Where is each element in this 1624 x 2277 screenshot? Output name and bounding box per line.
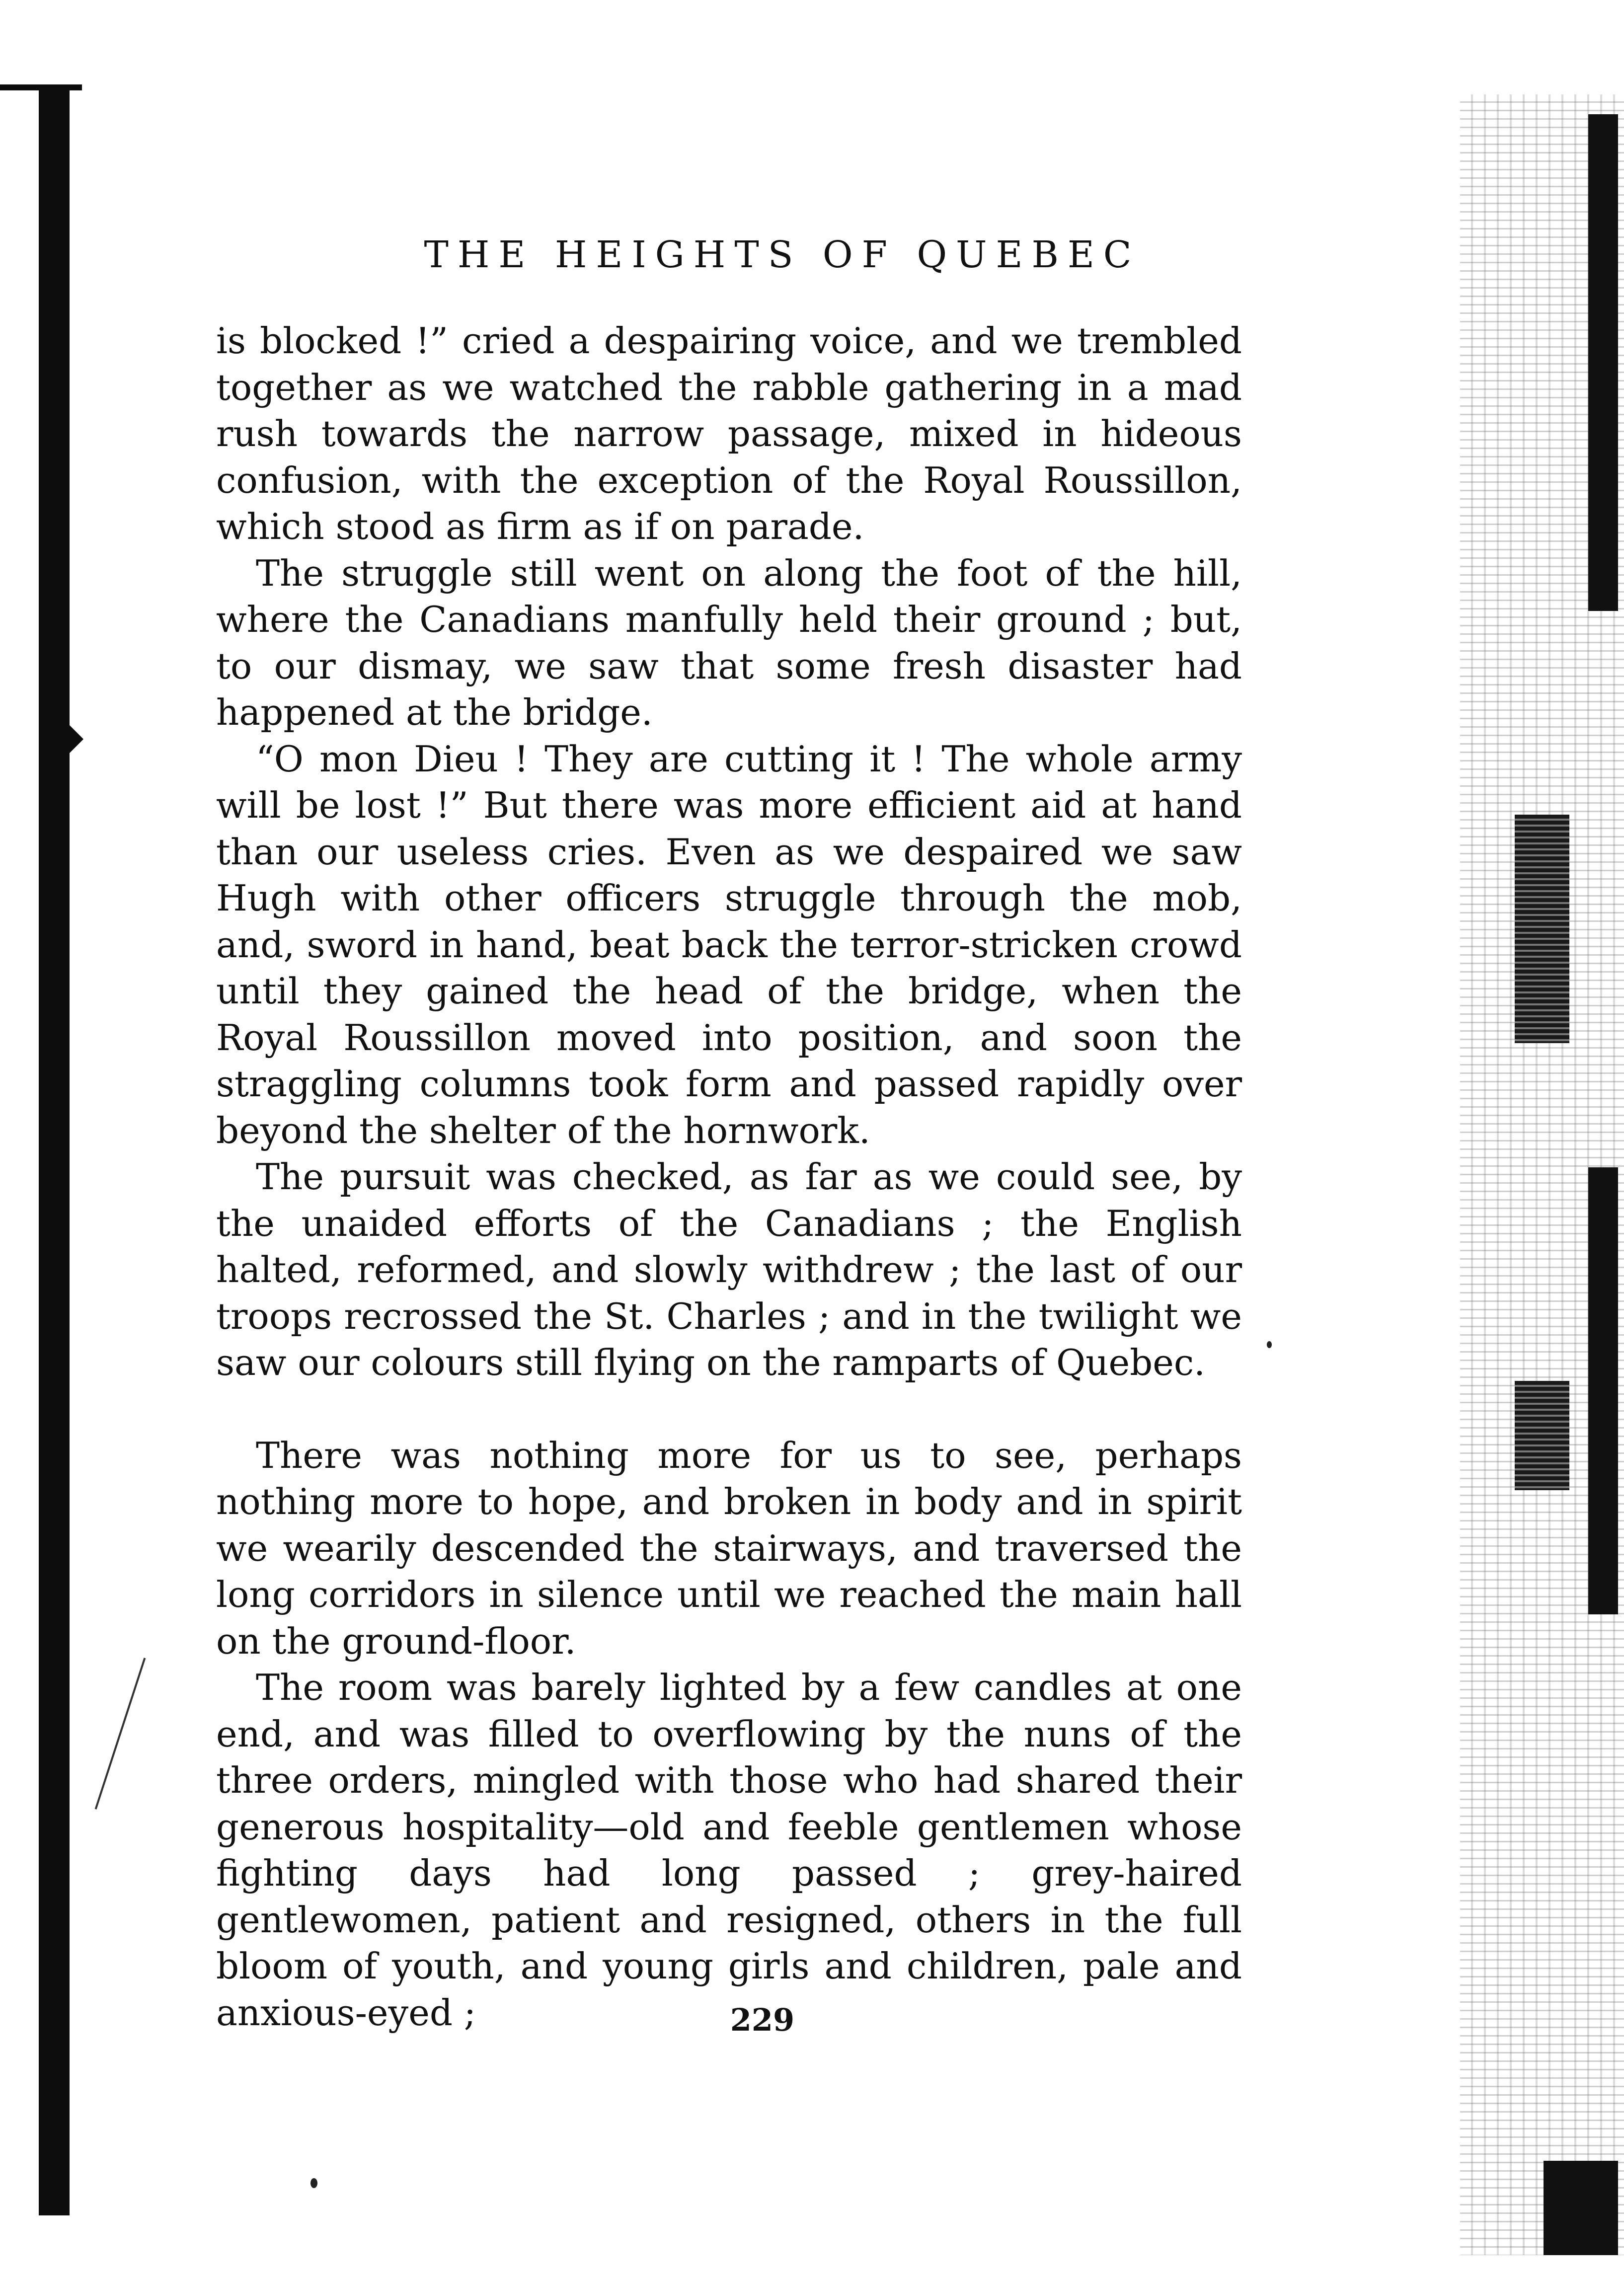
paragraph: is blocked !” cried a despairing voice, and we trembled together as we watched the rabble gathering in a mad rush towards the narrow passage, mixed in hideous confusion, with the exception of the Royal Roussillon, which stood as firm as if on parade.: [216, 320, 1242, 547]
ink-spot: [310, 2178, 317, 2188]
running-header: [0, 233, 1624, 276]
paragraph: The room was barely lighted by a few candles at one end, and was filled to overflowing by the nuns of the three orders, mingled with those who had shared their generous hospitality—old and feeble gentlemen whose fighting days had long passed ; grey-haired gentlewomen, patient and resigned, others in the full bloom of youth, and young girls and children, pale and anxious-eyed ;: [216, 1667, 1242, 2034]
scan-edge-bar: [1588, 1167, 1618, 1614]
page-number-text: 229: [730, 2002, 795, 2038]
binding-edge: [39, 84, 70, 2215]
page-body: [216, 318, 1242, 2036]
binding-notch: [70, 725, 83, 753]
ink-spot: [1267, 1341, 1272, 1348]
paragraph: There was nothing more for us to see, perhaps nothing more to hope, and broken in body and in spirit we wearily descended the stairways, and traversed the long corridors in silence until we reached the main hall on the ground-floor.: [216, 1434, 1242, 1662]
scan-edge-block: [1515, 815, 1569, 1043]
scan-edge-bar: [1544, 2161, 1618, 2255]
scan-edge-bar: [1588, 114, 1618, 611]
scan-edge-block: [1515, 1381, 1569, 1490]
pencil-mark: [95, 1658, 146, 1810]
paragraph: The pursuit was checked, as far as we could see, by the unaided efforts of the Canadians ; the English halted, reformed, and slowly withdrew ; the last of our troops recrossed the St. Charles ; and in the twilight we saw our colours still flying on the ramparts of Quebec.: [216, 1156, 1242, 1383]
running-title: THE HEIGHTS OF QUEBEC: [424, 233, 1141, 276]
page-number: [0, 2002, 1624, 2038]
paragraph: The struggle still went on along the foot of the hill, where the Canadians manfully held their ground ; but, to our dismay, we saw that some fresh disaster had happened at the bridge.: [216, 552, 1242, 733]
paragraph: “O mon Dieu ! They are cutting it ! The whole army will be lost !” But there was more efficient aid at hand than our useless cries. Even as we despaired we saw Hugh with other officers struggle through the mob, and, sword in hand, beat back the terror-stricken crowd until they gained the head of the bridge, when the Royal Roussillon moved into position, and soon the straggling columns took form and passed rapidly over beyond the shelter of the hornwork.: [216, 738, 1242, 1151]
